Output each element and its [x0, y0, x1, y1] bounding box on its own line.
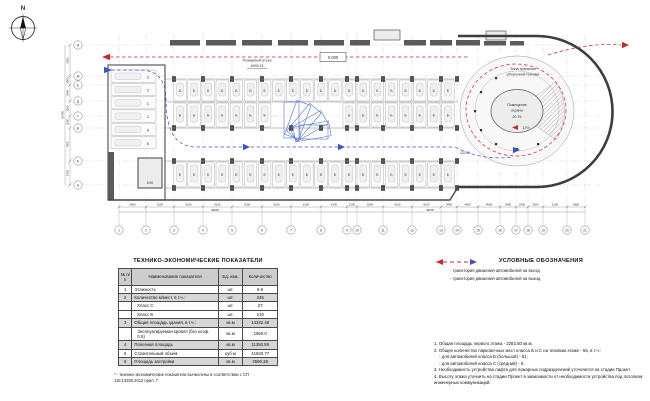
- grid-bubble-label: Д: [76, 99, 80, 104]
- teo-col-qty: Количество: [243, 269, 278, 286]
- dim-label: 1900: [65, 77, 70, 84]
- dim-overall-label: 48300: [210, 207, 220, 212]
- car-icon: [115, 100, 141, 107]
- teo-cell-qty: 1950.0: [243, 327, 278, 341]
- teo-cell-unit: кв.м: [218, 357, 243, 365]
- dim-label: 6600: [65, 57, 70, 64]
- stall-class-label: Б: [404, 88, 407, 93]
- dim-label: 4600: [485, 202, 493, 207]
- stall-class-label: Б: [305, 172, 309, 177]
- teo-table: [118, 268, 278, 366]
- grid-bubble-label: 8: [320, 228, 322, 233]
- dim-label: 6100: [214, 202, 221, 207]
- car-icon: [115, 73, 141, 80]
- stall-class-label: Б: [192, 88, 196, 93]
- teo-cell-qty: 27: [243, 302, 278, 310]
- grid-bubble-label: Г: [77, 114, 79, 119]
- teo-cell-qty: 218: [243, 310, 278, 318]
- stall-class-label: Б: [362, 113, 365, 118]
- notes-section: [434, 341, 648, 387]
- footnote-line: 118.13330.2012 прил. Г.: [114, 378, 159, 384]
- stall-class-label: Б: [221, 113, 224, 118]
- grid-bubble-label: 14: [455, 228, 459, 233]
- stall-class-label: Б: [263, 172, 266, 177]
- dim-label: 5100: [551, 202, 559, 207]
- stall-class-label: Б: [319, 172, 323, 177]
- grid-bubble-label: 17: [514, 228, 518, 233]
- stall-class-label: Б: [319, 88, 323, 93]
- stall-class-label: Б: [235, 113, 238, 118]
- stall-class-label: Б: [418, 88, 421, 93]
- stall-class-label: Б: [207, 113, 210, 118]
- teo-cell-num: [119, 302, 132, 310]
- stall-class-label: Б: [390, 172, 393, 177]
- teo-cell-qty: 11350.59: [243, 341, 278, 349]
- teo-cell-num: 2: [119, 294, 132, 302]
- stall-class-label: Б: [277, 88, 280, 93]
- entry-arrow-icon: [338, 144, 345, 150]
- grid-bubble-label: 10: [355, 228, 359, 233]
- ramp-slope-label: 12%: [522, 126, 530, 130]
- stall-class-label: Б: [249, 88, 252, 93]
- teo-cell-qty: 41920.77: [243, 349, 278, 357]
- teo-cell-unit: кв.м: [218, 341, 243, 349]
- fire-compartment-label: [243, 59, 272, 69]
- stall-class-label: Б: [192, 113, 196, 118]
- teo-footnote: [114, 372, 284, 383]
- grid-bubble-label: 7: [290, 228, 292, 233]
- stall-class-label: Б: [221, 88, 224, 93]
- stall-class-label: Б: [146, 141, 150, 146]
- dim-label: 3800: [572, 202, 580, 207]
- dim-label: 6100: [273, 202, 280, 207]
- stall-class-label: Б: [390, 88, 393, 93]
- teo-col-num: № п/п: [119, 269, 132, 286]
- teo-cell-name: Строительный объем: [132, 349, 218, 357]
- stall-class-label: Б: [432, 88, 435, 93]
- teo-row: [119, 285, 278, 293]
- stall-class-label: Б: [390, 113, 393, 118]
- legend-arrow-icon: [436, 259, 443, 265]
- teo-cell-num: 5: [119, 349, 132, 357]
- stall-class-label: Б: [348, 172, 351, 177]
- grid-bubble-label: Е: [76, 83, 80, 88]
- teo-row: [119, 349, 278, 357]
- dim-label: 2500: [518, 202, 526, 207]
- stall-class-label: Б: [446, 113, 450, 118]
- dim-label: 7000: [65, 141, 70, 148]
- elevation-mark: [320, 53, 346, 62]
- dim-label: 6100: [302, 202, 310, 207]
- svg-text:Пожарный отсек: Пожарный отсек: [242, 58, 272, 63]
- svg-text:1890.11: 1890.11: [250, 64, 264, 68]
- security-room-area: 20.76: [512, 115, 522, 119]
- teo-cell-qty: 245: [243, 294, 278, 302]
- note-line: 1. Общая площадь первого этажа - 2283.50 кв.м.: [434, 341, 533, 346]
- teo-col-unit: Ед. изм.: [218, 269, 243, 286]
- dim-label: 4400: [464, 202, 471, 207]
- stall-class-label: Б: [235, 88, 238, 93]
- stall-class-label: Б: [178, 172, 182, 177]
- teo-cell-unit: шт.: [218, 302, 243, 310]
- teo-cell-name: Класс С: [132, 302, 218, 310]
- legend-item: [450, 268, 648, 273]
- teo-row: [119, 357, 278, 365]
- teo-cell-num: 3: [119, 319, 132, 327]
- dim-label: 6100: [185, 202, 192, 207]
- legend-section: [434, 258, 648, 281]
- teo-cell-unit: шт.: [218, 294, 243, 302]
- teo-cell-num: 6: [119, 357, 132, 365]
- grid-bubble-label: 15: [476, 228, 480, 233]
- teo-cell-unit: кв.м: [218, 319, 243, 327]
- stall-class-label: Б: [291, 172, 294, 177]
- stall-class-label: Б: [207, 88, 210, 93]
- stair-bump: [374, 30, 400, 40]
- stall-class-label: Б: [305, 88, 309, 93]
- grid-bubble-label: 5: [231, 228, 233, 233]
- grid-bubble-label: Б: [76, 159, 80, 164]
- grid-bubble-label: 4: [202, 228, 204, 233]
- note-line: 3. Необходимость устройства лифта для пожарных подразделений уточняется на стадии Проект.: [434, 367, 631, 373]
- stall-class-label: Б: [446, 88, 450, 93]
- grid-bubble-label: 12: [410, 228, 414, 233]
- stall-class-label: Б: [178, 88, 182, 93]
- ramp-area-label: 222.21: [459, 151, 471, 155]
- stall-class-label: Б: [432, 113, 435, 118]
- dim-label: 3400: [445, 202, 453, 207]
- stall-class-label: Б: [432, 172, 435, 177]
- dim-label: 3200: [532, 202, 539, 207]
- legend-title: УСЛОВНЫЕ ОБОЗНАЧЕНИЯ: [498, 258, 584, 264]
- teo-cell-name: Эксплуатируемая кровля (без коэф. 0.5): [132, 327, 218, 341]
- stall-class-label: С: [146, 75, 150, 80]
- teo-row: [119, 310, 278, 318]
- stall-class-label: Б: [192, 172, 196, 177]
- stall-class-label: Б: [418, 113, 421, 118]
- dim-label: 6000: [129, 202, 136, 207]
- stall-class-label: Б: [333, 172, 337, 177]
- teo-cell-name: Количество м/мест, в т.ч.:: [132, 294, 218, 302]
- teo-row: [119, 327, 278, 341]
- ramp: [458, 36, 613, 187]
- stall-class-label: Б: [277, 172, 280, 177]
- grid-bubble-label: 16: [498, 228, 502, 233]
- teo-cell-num: [119, 327, 132, 341]
- teo-title: ТЕХНИКО-ЭКОНОМИЧЕСКИЕ ПОКАЗАТЕЛИ: [133, 258, 263, 264]
- stall-class-label: Б: [263, 113, 266, 118]
- dim-label: 6100: [394, 202, 401, 207]
- stall-class-label: Б: [249, 113, 252, 118]
- stall-class-label: Б: [348, 88, 351, 93]
- grid-bubble-label: 19: [541, 228, 545, 233]
- grid-bubble-label: 13: [439, 228, 443, 233]
- teo-cell-qty: 5-6: [243, 285, 278, 293]
- teo-cell-unit: куб.м: [218, 349, 243, 357]
- storage-zone-label: Зона хранения: [510, 67, 536, 71]
- grid-bubble-label: 20: [565, 228, 569, 233]
- car-icon: [115, 126, 141, 133]
- footnote-line: * - технико-экономические показатели вычислены в соответствии с СП: [114, 372, 249, 378]
- grid-bubble-label: А: [76, 183, 80, 188]
- teo-row: [119, 319, 278, 327]
- grid-bubble-label: 6: [261, 228, 263, 233]
- teo-cell-name: Этажность: [132, 285, 218, 293]
- dim-overall-label: 48200: [425, 207, 435, 212]
- stall-class-label: Б: [263, 88, 266, 93]
- teo-cell-name: Площадь застройки: [132, 357, 218, 365]
- entry-arrow-icon: [243, 144, 250, 150]
- note-line: 2. Общее количество парковочных мест класса Б и С на типовом этаже - 56, в т.ч.:: [434, 347, 602, 353]
- stall-class-label: Б: [446, 172, 450, 177]
- note-line: - для автомобилей класса С (средний) - 5.: [439, 360, 525, 366]
- teo-cell-name: Класс Б: [132, 310, 218, 318]
- security-room-label: охраны: [511, 108, 523, 113]
- note-line: - для автомобилей класса Б (большой) - 51;: [439, 354, 528, 360]
- exit-arrow-icon: [102, 54, 110, 60]
- security-room-label: Помещение: [507, 103, 527, 107]
- north-compass-icon: [9, 5, 37, 42]
- stall-class-label: Б: [362, 88, 365, 93]
- stall-class-label: Б: [404, 113, 407, 118]
- stall-class-label: Б: [146, 128, 150, 133]
- teo-cell-unit: кв.м: [218, 327, 243, 341]
- teo-col-name: Наименование показателя: [132, 269, 218, 286]
- dim-label: 6100: [423, 202, 430, 207]
- teo-section: [112, 258, 284, 384]
- grid-bubble-label: И: [76, 43, 80, 48]
- stall-class-label: Б: [221, 172, 224, 177]
- legend-line-icon: [434, 258, 480, 266]
- grid-bubble-label: 1: [118, 228, 120, 233]
- grid-bubble-label: Ж: [76, 74, 80, 79]
- grid-bubble-label: 9: [346, 228, 348, 233]
- car-icon: [115, 86, 141, 93]
- teo-cell-name: Полезная площадь: [132, 341, 218, 349]
- stall-class-label: Б: [207, 172, 210, 177]
- grid-bubble-label: 21: [583, 228, 587, 233]
- car-icon: [115, 113, 141, 120]
- legend-item-label: - траектория движения автомобилей на выезд: [450, 275, 541, 281]
- dim-label: 6100: [330, 202, 338, 207]
- stall-class-label: Б: [376, 88, 379, 93]
- stall-class-label: Б: [418, 172, 421, 177]
- stall-class-label: Б: [376, 113, 379, 118]
- core-area-label: 5.00: [146, 181, 154, 185]
- teo-cell-unit: шт.: [218, 285, 243, 293]
- teo-header-row: [119, 269, 278, 286]
- teo-cell-qty: 2596.38: [243, 357, 278, 365]
- teo-cell-num: 4: [119, 341, 132, 349]
- grid-bubble-label: 11: [381, 228, 385, 233]
- legend-item-label: - траектория движения автомобилей на въезд: [450, 268, 540, 273]
- dim-label: 6100: [243, 202, 251, 207]
- svg-text:0.000: 0.000: [327, 55, 339, 60]
- stall-class-label: Б: [362, 172, 365, 177]
- teo-row: [119, 302, 278, 310]
- teo-row: [119, 341, 278, 349]
- grid-bubble-label: В: [76, 126, 80, 131]
- grid-bubble-label: 3: [173, 228, 175, 233]
- bottom-wall: [108, 187, 458, 200]
- stall-class-label: Б: [348, 113, 351, 118]
- teo-cell-name: Общая площадь здания, в т.ч.:: [132, 319, 218, 327]
- dim-label: 2600: [65, 118, 70, 126]
- stall-class-label: Б: [249, 172, 252, 177]
- stall-class-label: Б: [178, 113, 182, 118]
- teo-cell-num: 1: [119, 285, 132, 293]
- dim-label: 5100: [65, 169, 70, 177]
- teo-cell-num: [119, 310, 132, 318]
- stall-class-label: Б: [235, 172, 238, 177]
- exit-arrow-icon: [622, 42, 629, 48]
- dim-label: 3400: [65, 89, 70, 97]
- teo-cell-qty: 14332.48: [243, 319, 278, 327]
- dim-label: 3400: [504, 202, 512, 207]
- note-line: 4. Высоту этажа уточнить на стадии Проект в зависимости от необходимости устройства под потолком инженерных коммуникаций.: [434, 373, 643, 386]
- grid-bubble-label: 18: [526, 228, 530, 233]
- stall-class-label: Б: [376, 172, 379, 177]
- dim-label: 2100: [348, 202, 356, 207]
- north-label: N: [20, 5, 26, 12]
- stall-class-label: Б: [291, 88, 294, 93]
- storage-zone-label: уборочной техники: [506, 72, 540, 77]
- teo-cell-unit: шт.: [218, 310, 243, 318]
- grid-bubble-label: 2: [145, 228, 147, 233]
- legend-item: [450, 276, 648, 281]
- stall-class-label: С: [146, 115, 150, 120]
- dim-label: 3200: [65, 105, 70, 112]
- car-icon: [115, 140, 141, 147]
- stall-class-label: Б: [333, 88, 337, 93]
- dim-overall-label: 35400: [60, 110, 65, 120]
- dim-label: 6100: [156, 202, 164, 207]
- stall-class-label: Б: [404, 172, 407, 177]
- dim-label: 5500: [366, 202, 374, 207]
- stall-class-label: С: [146, 88, 150, 93]
- teo-row: [119, 294, 278, 302]
- stall-class-label: С: [146, 101, 150, 106]
